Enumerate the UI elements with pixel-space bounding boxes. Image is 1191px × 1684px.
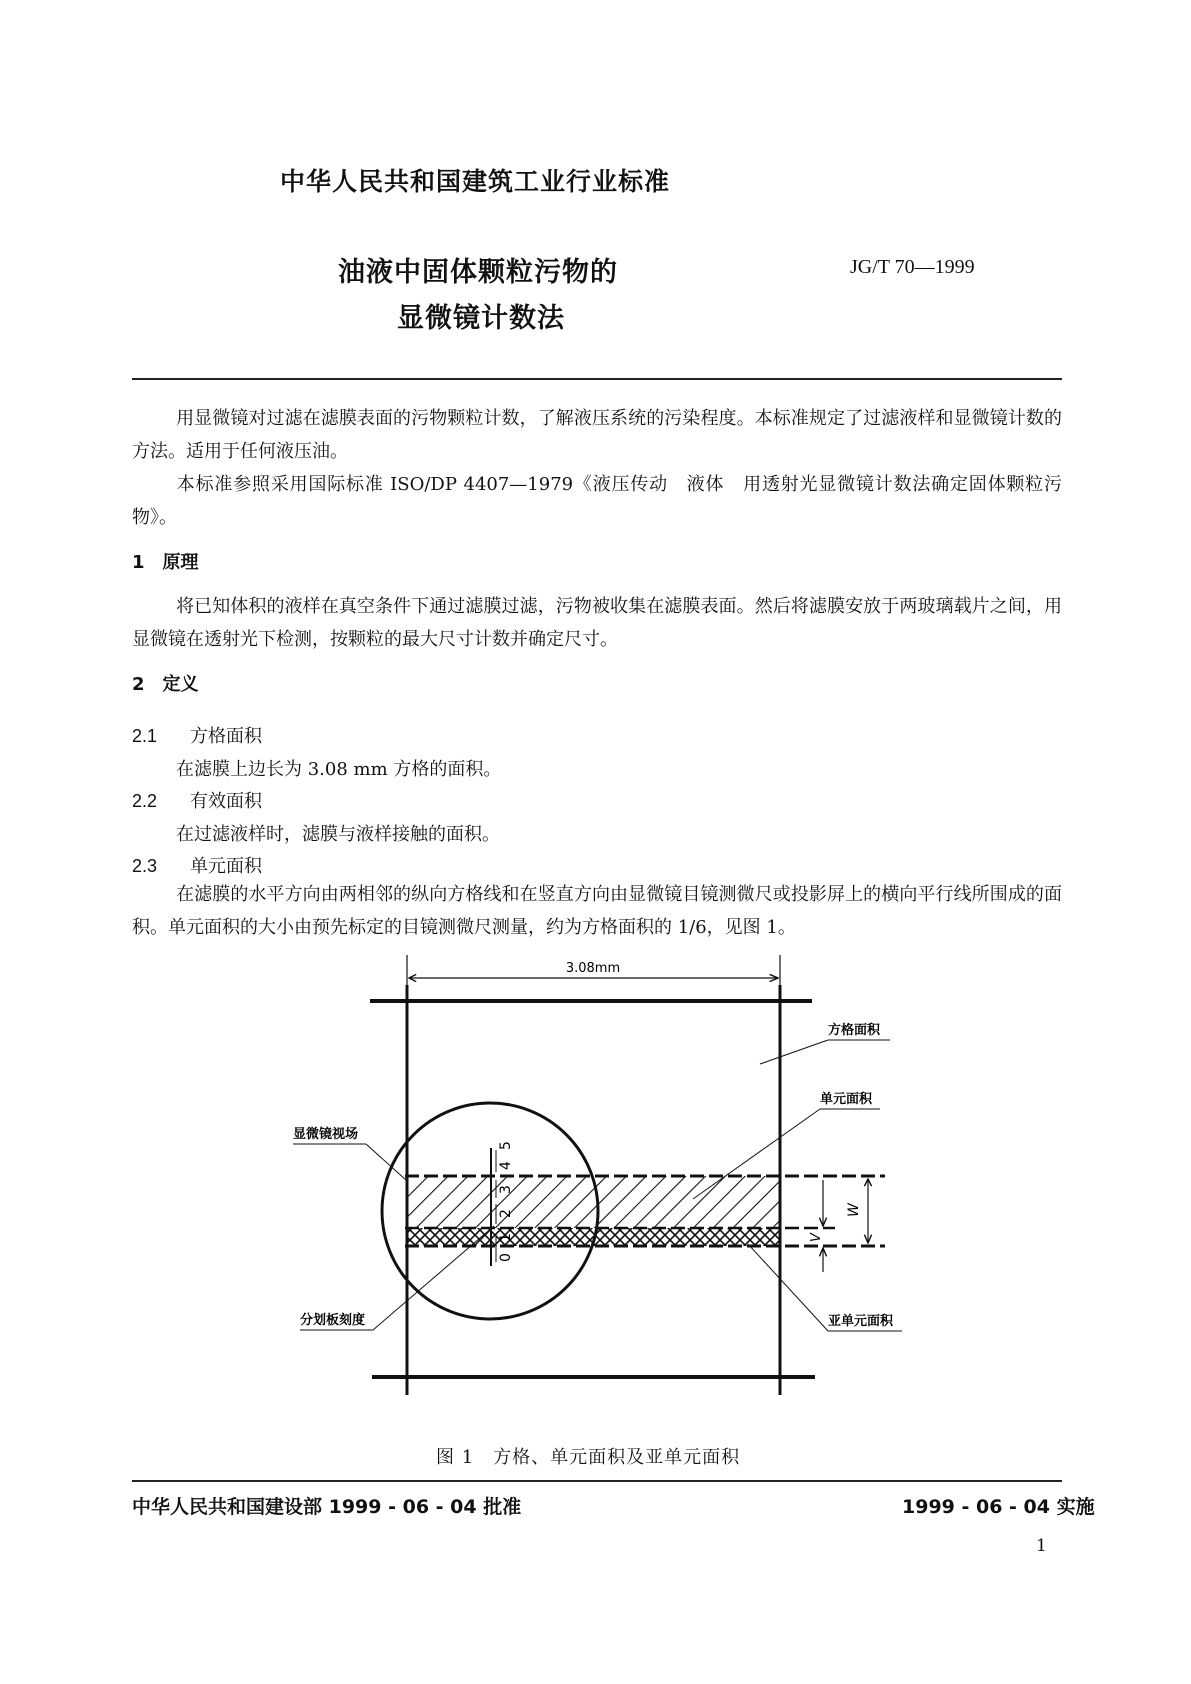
reticle-digit-0: 0: [498, 1253, 514, 1262]
clause-2-2-text: 在过滤液样时，滤膜与液样接触的面积。: [176, 824, 500, 845]
document-title-line1: 油液中固体颗粒污物的: [338, 257, 618, 288]
reticle-digit-1: 1: [498, 1233, 514, 1242]
document-title-line2: 显微镜计数法: [397, 303, 565, 334]
clause-2-3-text: 在滤膜的水平方向由两相邻的纵向方格线和在竖直方向由显微镜目镜测微尺或投影屏上的横向平行线所围成的面积。单元面积的大小由预先标定的目镜测微尺测量，约为方格面积的 1/6，见图 1。: [132, 884, 1062, 938]
intro-text-1: 用显微镜对过滤在滤膜表面的污物颗粒计数，了解液压系统的污染程度。本标准规定了过滤液样和显微镜计数的方法。适用于任何液压油。: [132, 408, 1062, 462]
page-number: 1: [1036, 1536, 1047, 1556]
reticle-digit-4: 4: [498, 1161, 514, 1170]
reticle-label: 分划板刻度: [300, 1313, 366, 1328]
unit-area-label: 单元面积: [820, 1092, 873, 1107]
approval-line: 中华人民共和国建设部 1999 - 06 - 04 批准: [132, 1496, 522, 1518]
clause-2-3-number: 2.3: [132, 856, 158, 876]
section-1-number: 1: [132, 552, 145, 573]
grid-area-label: 方格面积: [828, 1023, 881, 1038]
clause-2-1-title: 方格面积: [190, 726, 262, 747]
standard-category-header: 中华人民共和国建筑工业行业标准: [280, 167, 671, 196]
field-of-view-label: 显微镜视场: [293, 1127, 359, 1142]
reticle-digit-2: 2: [498, 1209, 514, 1218]
standard-number: JG/T 70—1999: [850, 256, 975, 278]
section-1-text: 将已知体积的液样在真空条件下通过滤膜过滤，污物被收集在滤膜表面。然后将滤膜安放于两玻璃载片之间，用显微镜在透射光下检测，按颗粒的最大尺寸计数并确定尺寸。: [132, 596, 1062, 650]
section-1-title: 原理: [162, 552, 199, 573]
clause-2-1-number: 2.1: [132, 726, 158, 746]
subunit-area-leader: [748, 1244, 828, 1331]
footer-divider: [132, 1480, 1062, 1482]
grid-area-leader: [760, 1040, 828, 1064]
clause-2-3-title: 单元面积: [190, 856, 262, 877]
reticle-digit-3: 3: [498, 1185, 514, 1194]
figure-1-caption: 图 1 方格、单元面积及亚单元面积: [436, 1447, 741, 1468]
intro-text-2: 本标准参照采用国际标准 ISO/DP 4407—1979《液压传动 液体 用透射光显微镜计数法确定固体颗粒污物》。: [132, 474, 1062, 528]
v-label: V: [809, 1233, 824, 1242]
clause-2-2-number: 2.2: [132, 791, 158, 811]
dimension-label: 3.08mm: [565, 961, 621, 976]
reticle-digit-5: 5: [498, 1141, 514, 1150]
implementation-line: 1999 - 06 - 04 实施: [902, 1496, 1095, 1518]
section-2-number: 2: [132, 674, 145, 695]
w-label: W: [846, 1203, 862, 1217]
section-2-title: 定义: [162, 674, 199, 695]
subunit-area-label: 亚单元面积: [828, 1314, 894, 1329]
clause-2-1-text: 在滤膜上边长为 3.08 mm 方格的面积。: [176, 759, 502, 780]
clause-2-2-title: 有效面积: [190, 791, 262, 812]
